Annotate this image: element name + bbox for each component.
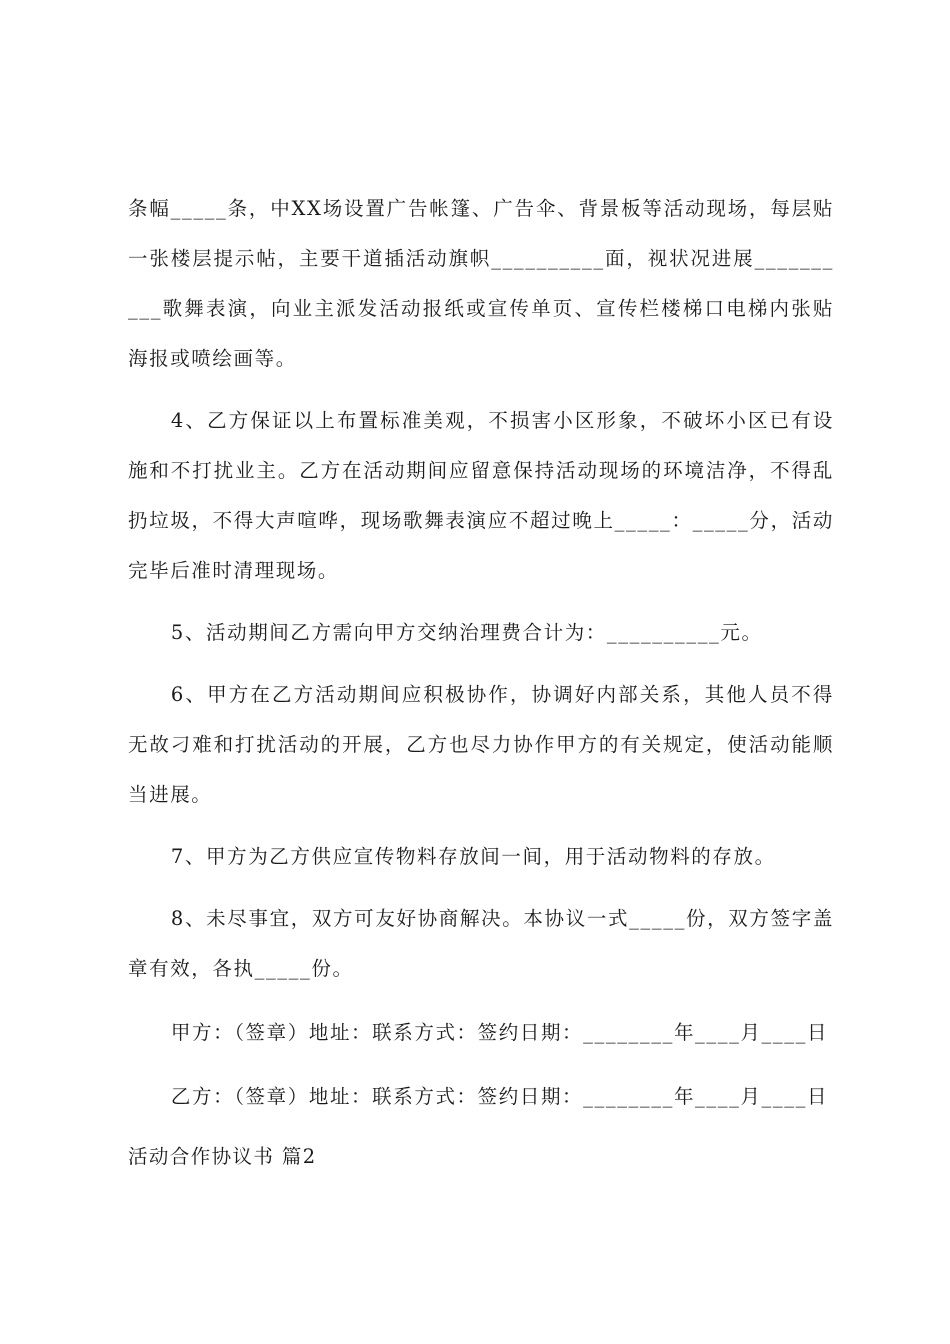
paragraph-clause-5: 5、活动期间乙方需向甲方交纳治理费合计为：__________元。 <box>170 621 763 644</box>
paragraph-clause-6: 6、甲方在乙方活动期间应积极协作，协调好内部关系，其他人员不得无故刁难和打扰活动的开展，乙方也尽力协作甲方的有关规定，使活动能顺当进展。 <box>128 683 834 806</box>
section-heading-part-2: 活动合作协议书 篇2 <box>128 1145 317 1168</box>
signature-party-a: 甲方：（签章）地址：联系方式：签约日期：________年____月____日 <box>170 1021 829 1044</box>
paragraph-clause-8: 8、未尽事宜，双方可友好协商解决。本协议一式_____份，双方签字盖章有效，各执_____份。 <box>128 907 834 980</box>
document-page <box>128 184 834 1182</box>
paragraph-clause-4: 4、乙方保证以上布置标准美观，不损害小区形象，不破坏小区已有设施和不打扰业主。乙方在活动期间应留意保持活动现场的环境洁净，不得乱扔垃圾，不得大声喧哗，现场歌舞表演应不超过晚上_____：_____分，活动完毕后准时清理现场。 <box>128 409 834 582</box>
paragraph-clause-7: 7、甲方为乙方供应宣传物料存放间一间，用于活动物料的存放。 <box>170 845 776 868</box>
paragraph-banner-arrangement: 条幅_____条，中XX场设置广告帐篷、广告伞、背景板等活动现场，每层贴一张楼层提示帖，主要干道插活动旗帜__________面，视状况进展__________歌舞表演，向业主派发活动报纸或宣传单页、宣传栏楼梯口电梯内张贴海报或喷绘画等。 <box>128 197 834 370</box>
signature-party-b: 乙方：（签章）地址：联系方式：签约日期：________年____月____日 <box>170 1085 829 1108</box>
